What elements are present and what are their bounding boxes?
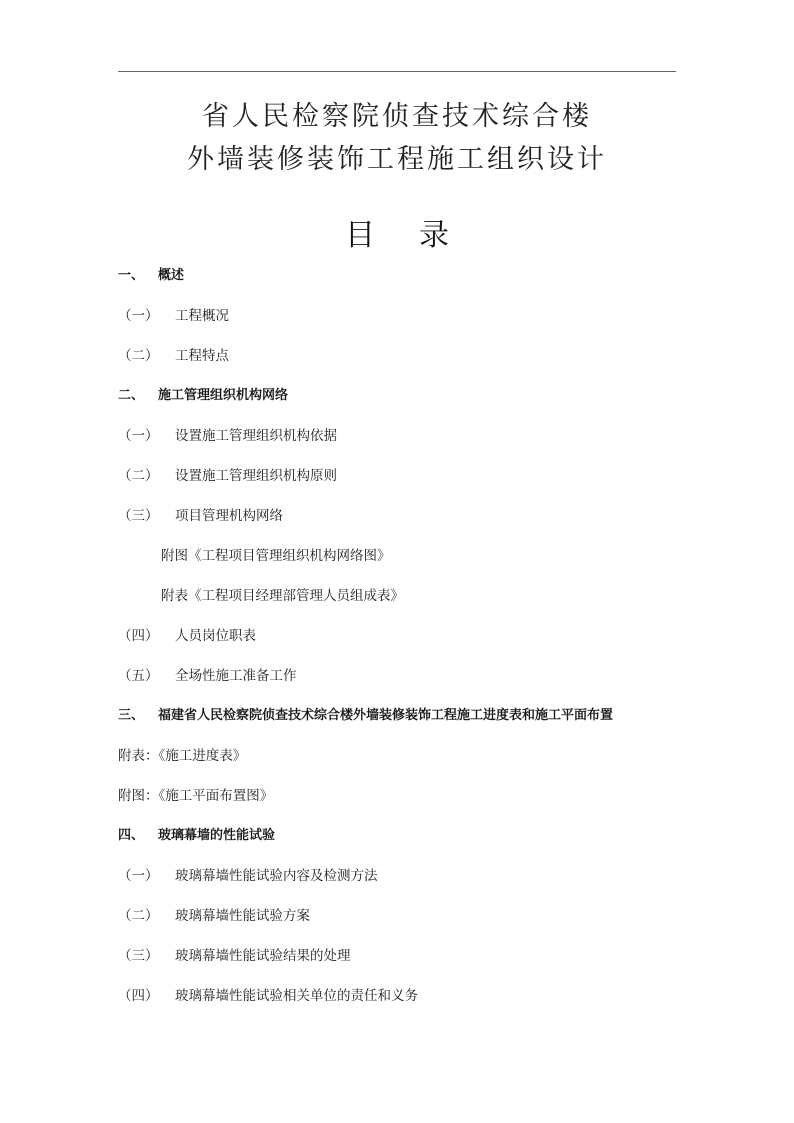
toc-heading: 目录 bbox=[345, 218, 493, 253]
toc-entry-number: （二） bbox=[118, 908, 159, 924]
toc-entry-text: 附表：《施工进度表》 bbox=[118, 748, 247, 764]
toc-entry-text: 施工管理组织机构网络 bbox=[158, 388, 289, 403]
toc-entry-text: 项目管理机构网络 bbox=[175, 508, 283, 524]
toc-entry bbox=[118, 584, 678, 624]
toc-entry-text: 设置施工管理组织机构依据 bbox=[175, 428, 337, 444]
toc-entry bbox=[118, 664, 678, 704]
toc-entry bbox=[118, 944, 678, 984]
document-title-line1: 省人民检察院侦查技术综合楼 bbox=[202, 101, 592, 132]
toc-entry bbox=[118, 624, 678, 664]
toc-entry-number: （二） bbox=[118, 468, 159, 484]
toc-entry bbox=[118, 424, 678, 464]
toc-entry bbox=[118, 904, 678, 944]
toc-entry-number: （三） bbox=[118, 948, 159, 964]
toc-entry bbox=[118, 464, 678, 504]
toc-entry-number: 二、 bbox=[118, 388, 145, 403]
toc-entry bbox=[118, 504, 678, 544]
toc-entry bbox=[118, 824, 678, 864]
table-of-contents bbox=[118, 264, 678, 1024]
toc-entry-text: 玻璃幕墙的性能试验 bbox=[158, 828, 276, 843]
toc-entry-text: 附图：《施工平面布置图》 bbox=[118, 788, 274, 804]
toc-entry bbox=[118, 304, 678, 344]
toc-entry bbox=[118, 264, 678, 304]
toc-entry-text: 玻璃幕墙性能试验相关单位的责任和义务 bbox=[175, 988, 418, 1004]
toc-entry-number: 一、 bbox=[118, 268, 145, 283]
toc-entry bbox=[118, 984, 678, 1024]
toc-entry bbox=[118, 864, 678, 904]
toc-entry-text: 工程概况 bbox=[175, 308, 229, 324]
toc-entry bbox=[118, 704, 678, 744]
toc-entry bbox=[118, 344, 678, 384]
toc-entry-number: （一） bbox=[118, 868, 159, 884]
toc-entry bbox=[118, 384, 678, 424]
document-title-line2: 外墙装修装饰工程施工组织设计 bbox=[187, 144, 607, 175]
toc-entry-text: 设置施工管理组织机构原则 bbox=[175, 468, 337, 484]
toc-entry-number: （一） bbox=[118, 308, 159, 324]
toc-entry-text: 人员岗位职表 bbox=[175, 628, 256, 644]
toc-entry-text: 玻璃幕墙性能试验结果的处理 bbox=[175, 948, 351, 964]
toc-entry bbox=[118, 544, 678, 584]
toc-entry-number: （四） bbox=[118, 988, 159, 1004]
toc-entry-number: （一） bbox=[118, 428, 159, 444]
toc-entry-number: 三、 bbox=[118, 708, 145, 723]
toc-entry-text: 玻璃幕墙性能试验内容及检测方法 bbox=[175, 868, 378, 884]
toc-entry-text: 全场性施工准备工作 bbox=[175, 668, 297, 684]
toc-entry-text: 概述 bbox=[158, 268, 185, 283]
toc-entry bbox=[118, 784, 678, 824]
toc-entry-number: （二） bbox=[118, 348, 159, 364]
toc-entry-text: 福建省人民检察院侦查技术综合楼外墙装修装饰工程施工进度表和施工平面布置 bbox=[158, 708, 614, 723]
toc-entry-number: （三） bbox=[118, 508, 159, 524]
toc-entry-text: 附表《工程项目经理部管理人员组成表》 bbox=[161, 588, 404, 604]
toc-entry-text: 工程特点 bbox=[175, 348, 229, 364]
toc-entry-number: （五） bbox=[118, 668, 159, 684]
toc-entry bbox=[118, 744, 678, 784]
toc-entry-number: （四） bbox=[118, 628, 159, 644]
header-rule bbox=[118, 71, 676, 72]
toc-entry-number: 四、 bbox=[118, 828, 145, 843]
toc-entry-text: 附图《工程项目管理组织机构网络图》 bbox=[161, 548, 391, 564]
toc-entry-text: 玻璃幕墙性能试验方案 bbox=[175, 908, 310, 924]
